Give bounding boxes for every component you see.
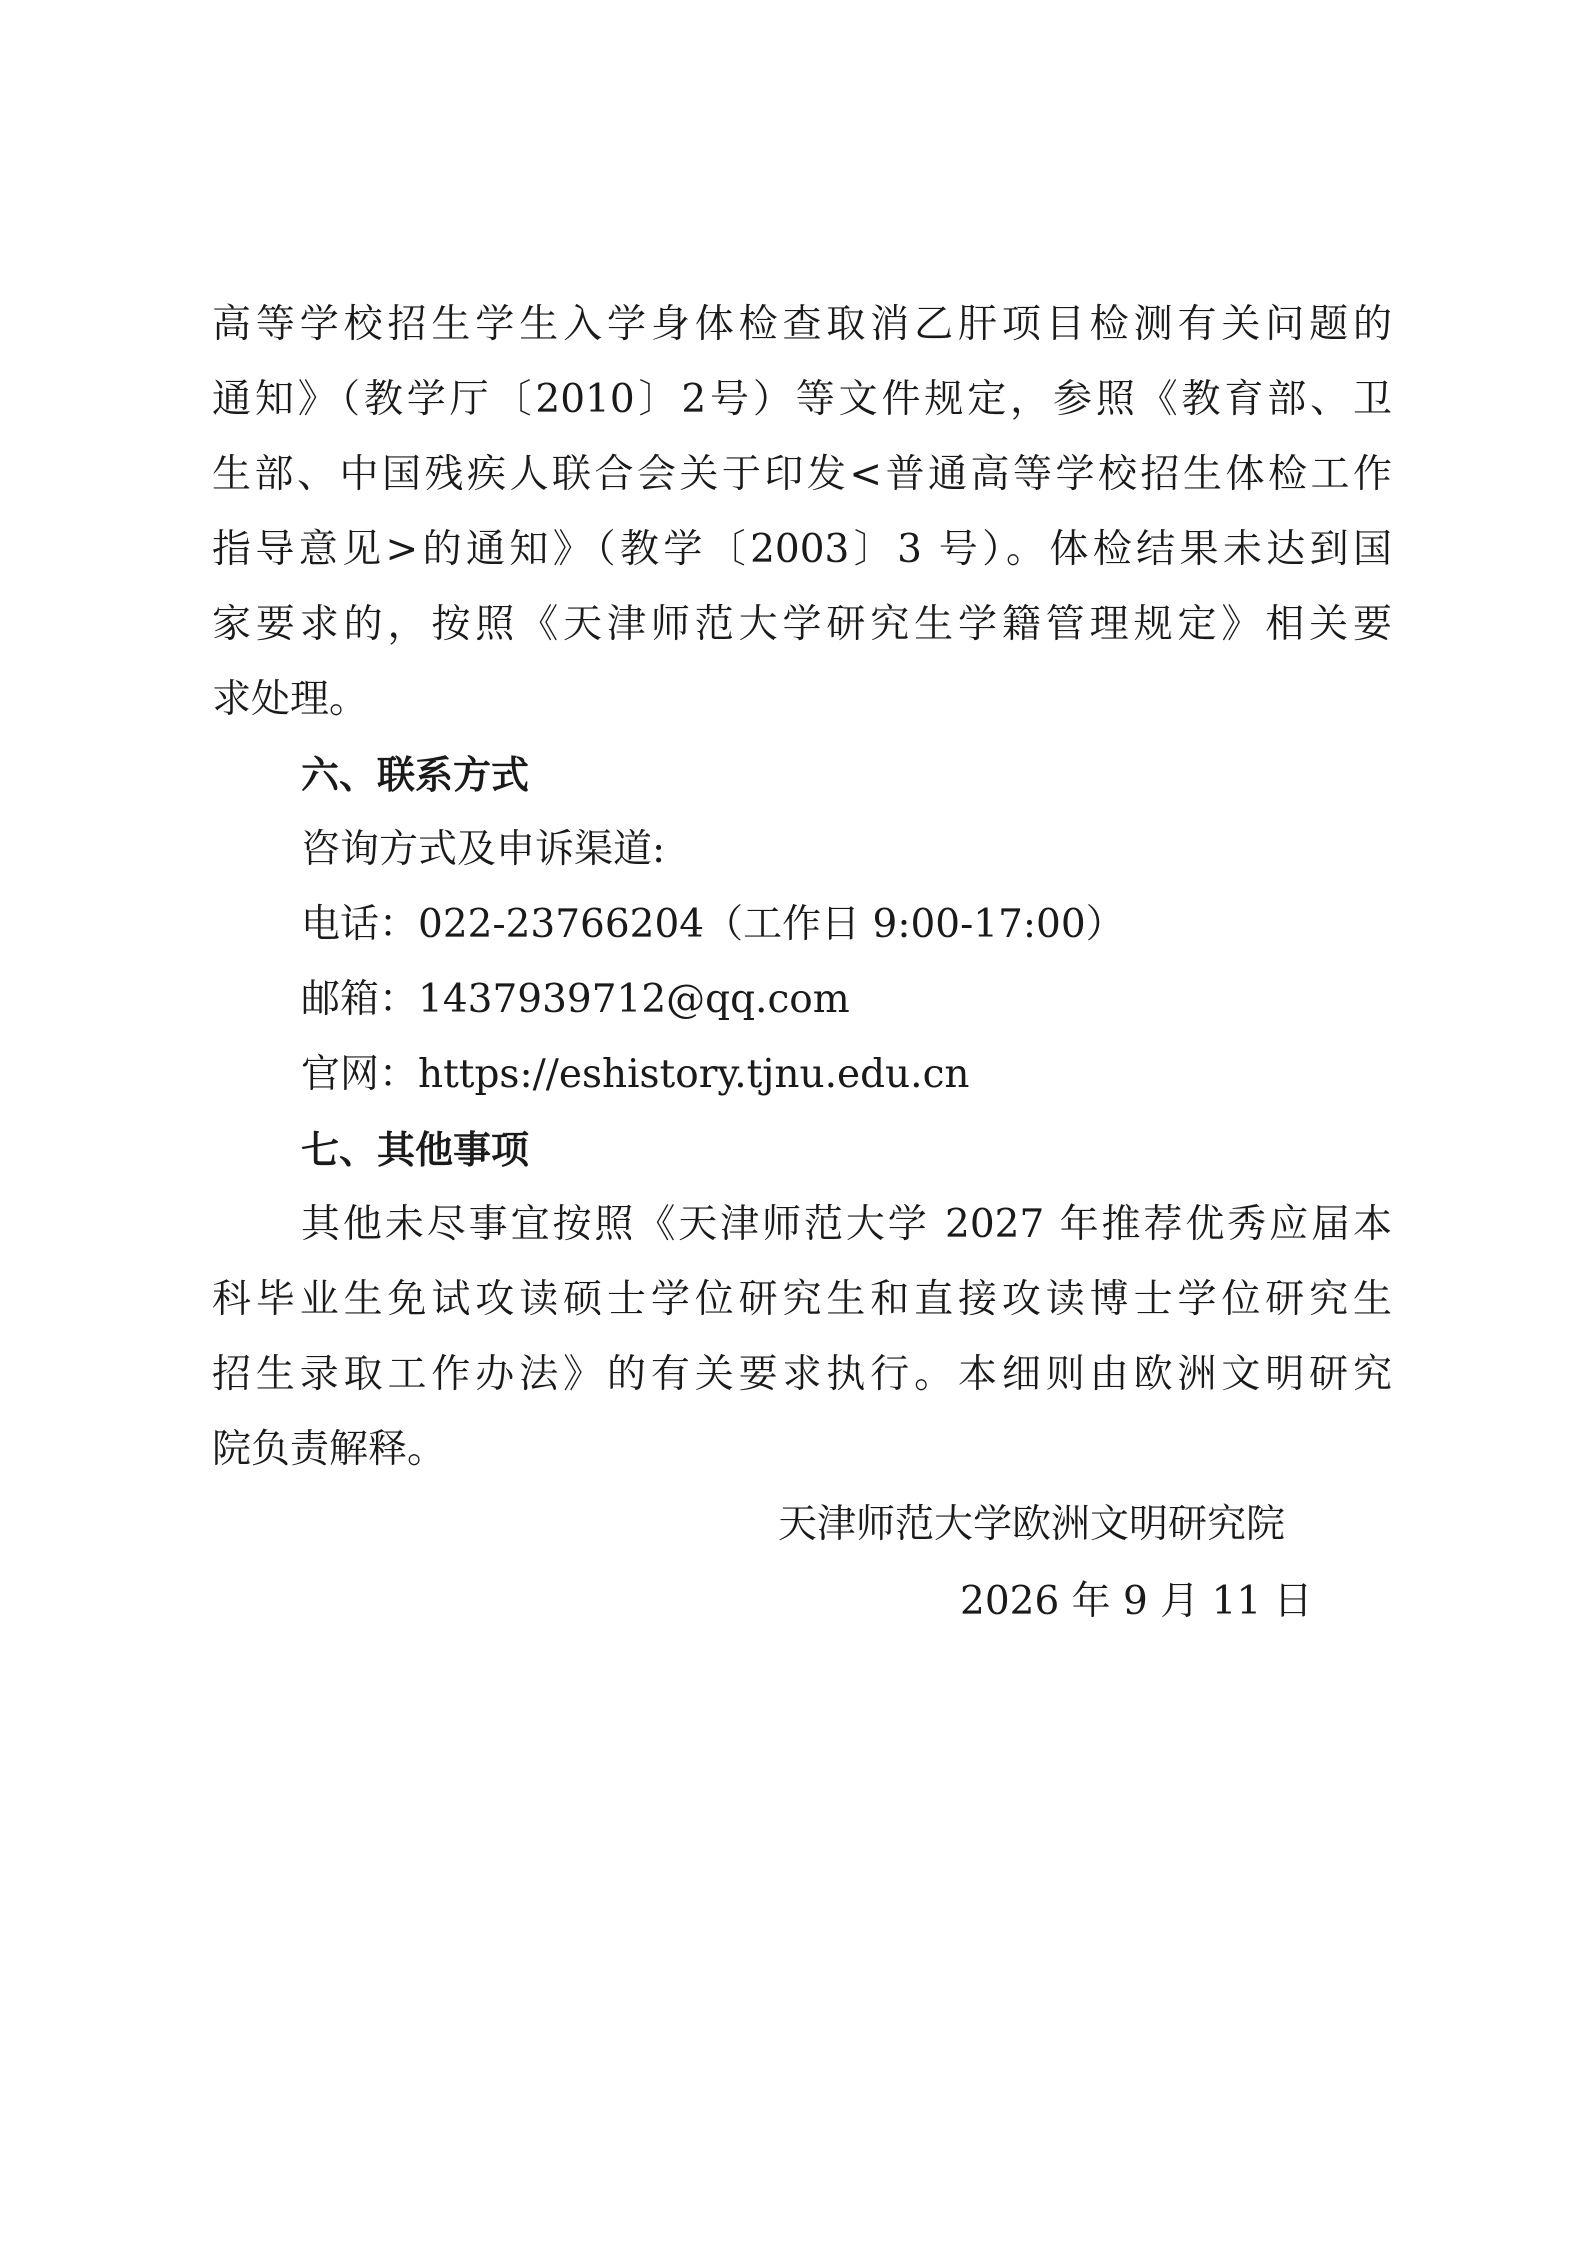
signature-organization: 天津师范大学欧洲文明研究院 — [778, 1502, 1286, 1547]
section-7-line-2: 科毕业生免试攻读硕士学位研究生和直接攻读博士学位研究生 — [212, 1277, 1392, 1322]
section-7-heading: 七、其他事项 — [301, 1128, 530, 1172]
body-line-1: 高等学校招生学生入学身体检查取消乙肝项目检测有关问题的 — [212, 302, 1392, 347]
body-line-2: 通知》（教学厅〔2010〕2号）等文件规定，参照《教育部、卫 — [212, 377, 1392, 422]
section-7-line-4: 院负责解释。 — [212, 1427, 447, 1472]
contact-phone: 电话：022-23766204（工作日 9:00-17:00） — [301, 902, 1125, 947]
body-line-6: 求处理。 — [212, 677, 369, 722]
body-line-5: 家要求的，按照《天津师范大学研究生学籍管理规定》相关要 — [212, 602, 1392, 647]
section-7-line-3: 招生录取工作办法》的有关要求执行。本细则由欧洲文明研究 — [212, 1352, 1392, 1397]
contact-email: 邮箱：1437939712@qq.com — [301, 977, 850, 1022]
contact-website: 官网：https://eshistory.tjnu.edu.cn — [301, 1052, 970, 1097]
signature-date: 2026 年 9 月 11 日 — [960, 1579, 1313, 1624]
section-7-line-1: 其他未尽事宜按照《天津师范大学 2027 年推荐优秀应届本 — [301, 1202, 1392, 1247]
body-line-3: 生部、中国残疾人联合会关于印发<普通高等学校招生体检工作 — [212, 452, 1392, 497]
body-line-4: 指导意见>的通知》（教学〔2003〕3 号）。体检结果未达到国 — [212, 527, 1392, 572]
contact-intro: 咨询方式及申诉渠道: — [301, 827, 666, 872]
section-6-heading: 六、联系方式 — [301, 753, 530, 797]
